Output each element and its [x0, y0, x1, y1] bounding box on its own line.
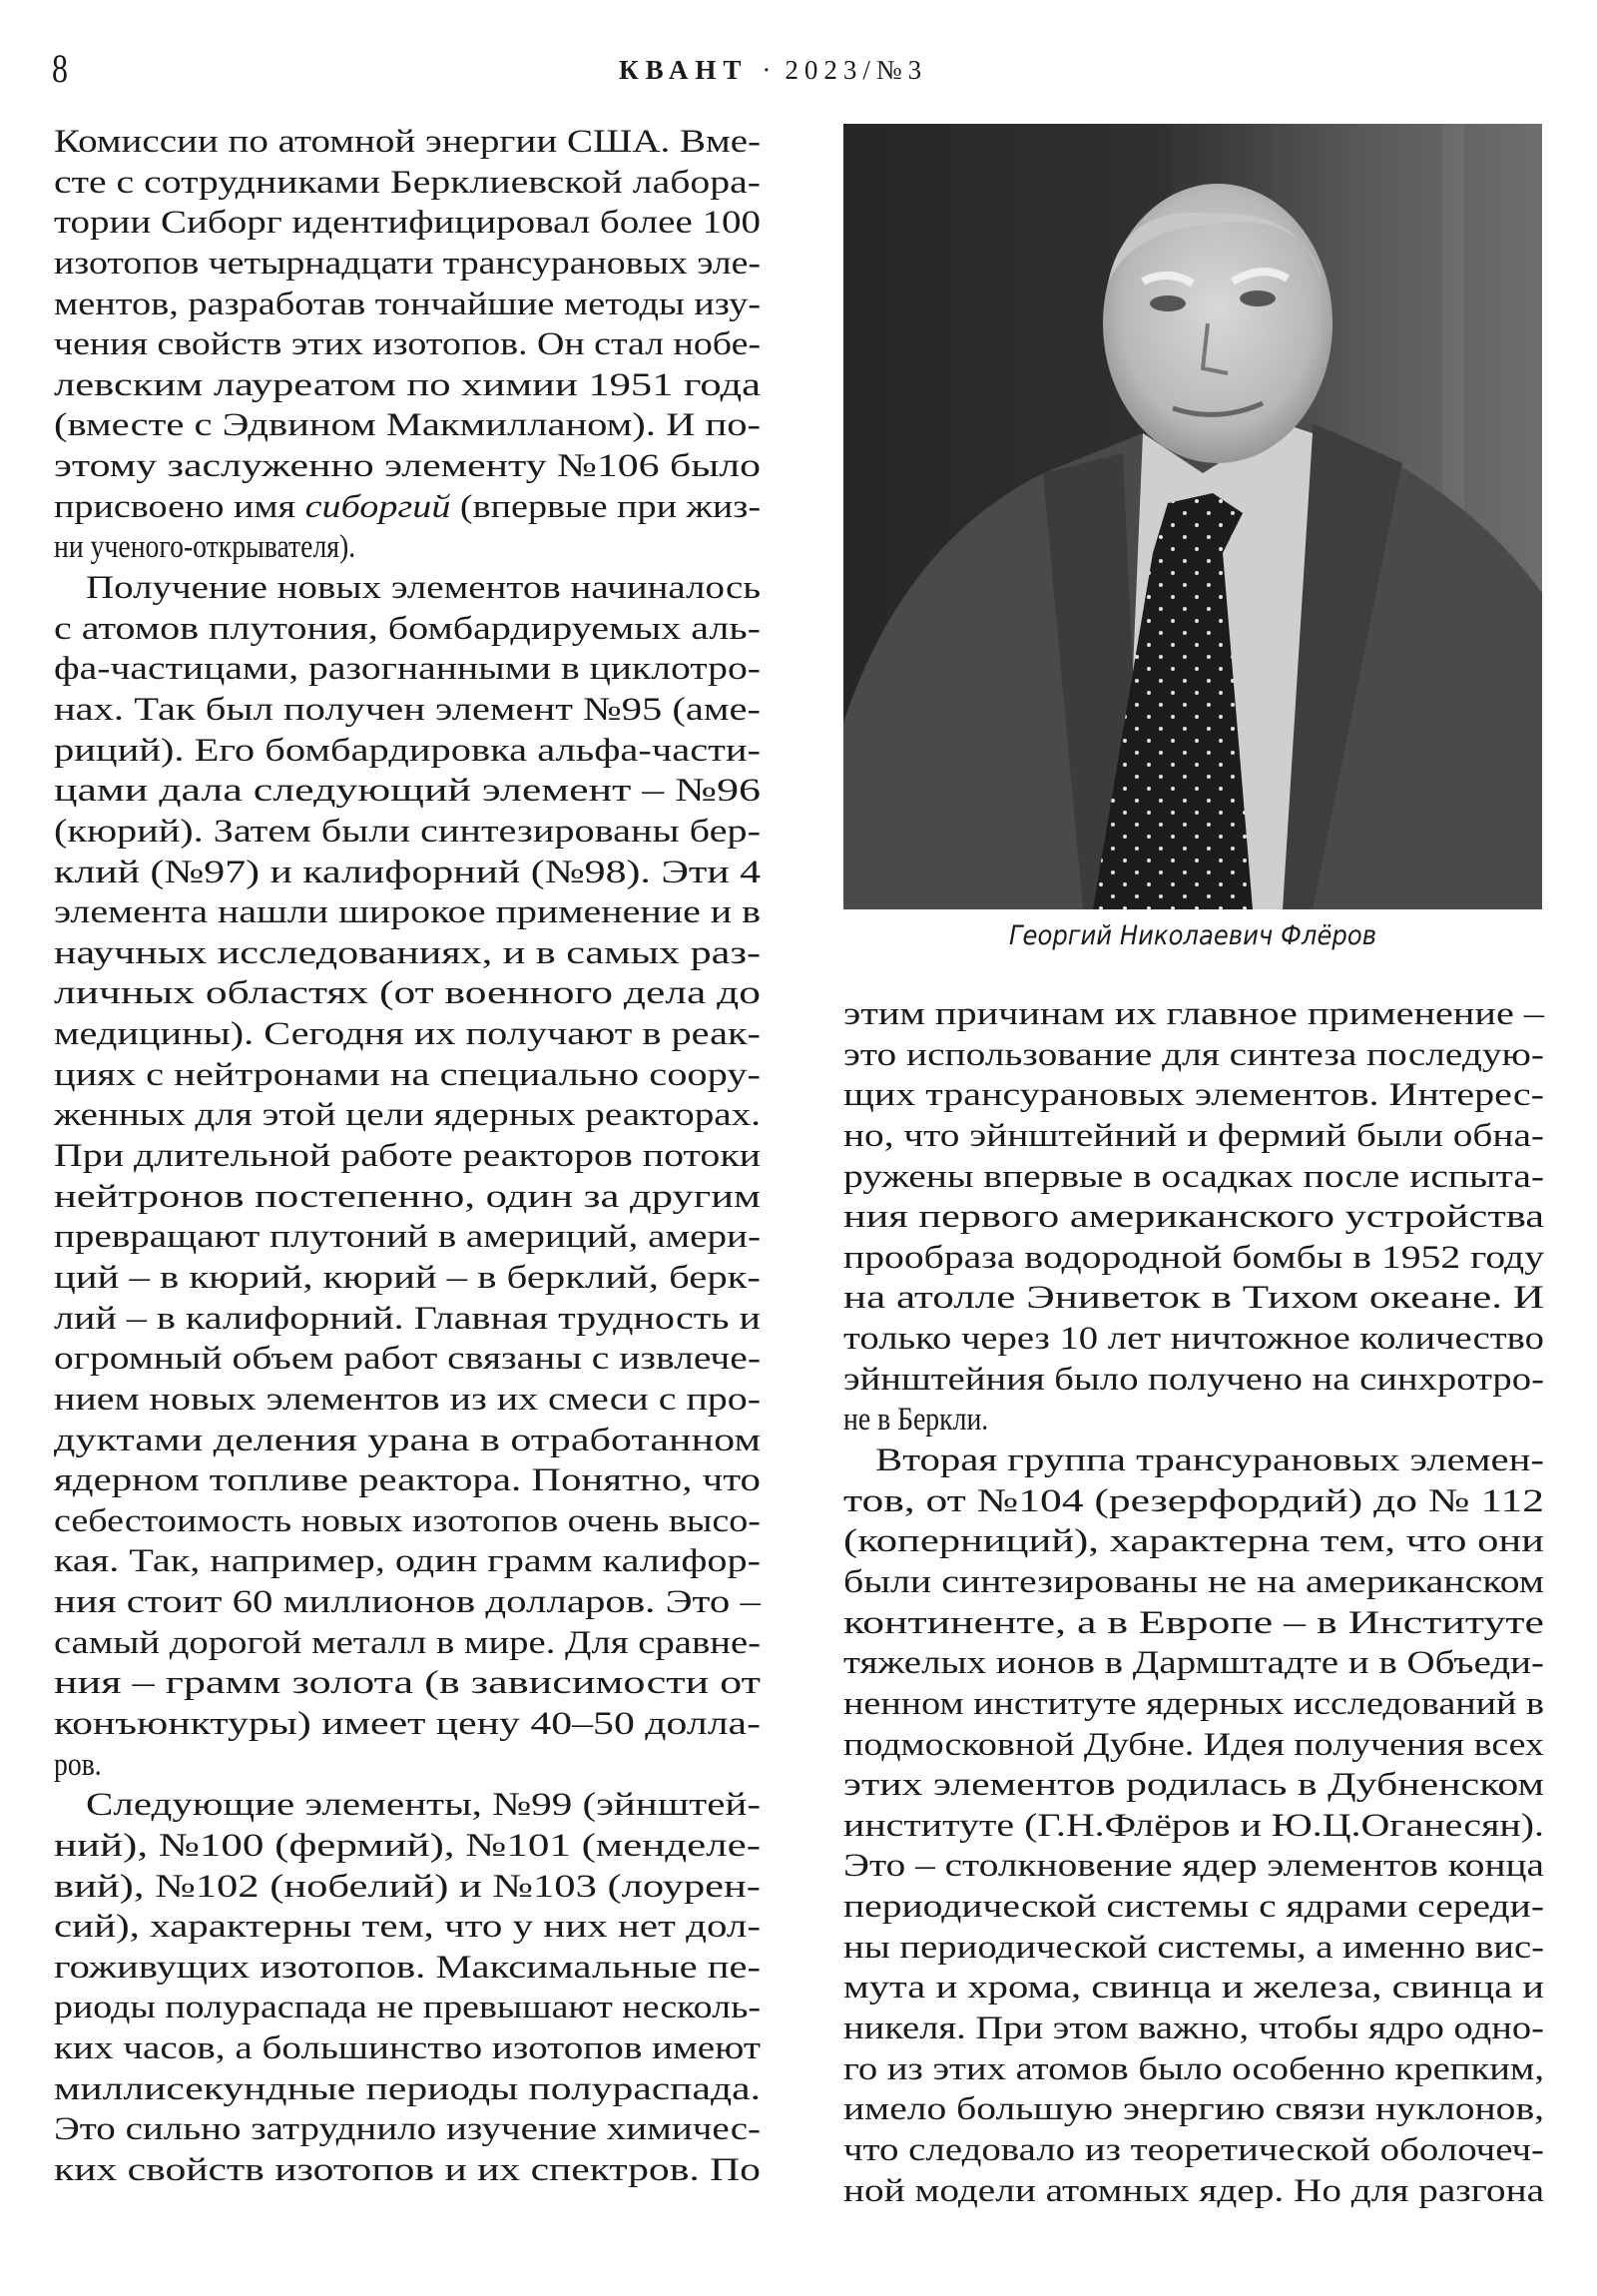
text-line-content — [54, 2028, 761, 2069]
separator-dot: · — [762, 55, 772, 85]
text-run: гоживущих изотопов. Максимальные пе- — [54, 1949, 762, 1986]
text-line — [54, 2069, 761, 2110]
text-line — [843, 1684, 1544, 1725]
text-run: ной модели атомных ядер. Но для разгона — [843, 2172, 1545, 2209]
text-line-content — [843, 1197, 1544, 1238]
text-run: этому заслуженно элементу №106 было — [54, 448, 762, 485]
text-line-content — [54, 1136, 761, 1177]
text-line — [54, 1299, 761, 1340]
text-line — [54, 892, 761, 933]
text-line — [843, 2171, 1544, 2212]
text-line — [54, 933, 761, 974]
text-line — [54, 853, 761, 893]
text-line — [843, 1928, 1544, 1969]
text-line-content — [843, 1643, 1544, 1684]
text-line — [54, 812, 761, 853]
text-line-content — [54, 2109, 761, 2150]
text-run: присвоено имя — [54, 488, 305, 525]
text-run: этим причинам их главное применение – — [843, 996, 1545, 1032]
text-line — [843, 994, 1544, 1035]
text-run: ны периодической системы, а именно вис- — [843, 1929, 1545, 1966]
text-line — [54, 1460, 761, 1501]
text-line — [54, 1421, 761, 1461]
text-line-content — [54, 365, 761, 406]
text-line — [54, 446, 761, 487]
text-line — [54, 1907, 761, 1948]
text-line-content — [843, 1725, 1544, 1766]
text-line-content — [54, 609, 761, 650]
text-run: ния стоит 60 миллионов долларов. Это – — [54, 1584, 761, 1621]
text-run: (кюрий). Затем были синтезированы бер- — [54, 813, 761, 850]
text-line-content — [843, 1400, 988, 1440]
text-line — [54, 1014, 761, 1055]
text-run: подмосковной Дубне. Идея получения всех — [843, 1726, 1545, 1763]
text-line — [54, 1623, 761, 1664]
text-run: прообраза водородной бомбы в 1952 году — [843, 1239, 1545, 1276]
text-run: этих элементов родилась в Дубненском — [843, 1767, 1545, 1804]
text-line-content — [843, 1319, 1544, 1360]
text-line-content — [86, 568, 761, 609]
text-run: щих трансурановых элементов. Интерес- — [843, 1077, 1545, 1114]
text-line — [54, 2150, 761, 2191]
left-column — [54, 122, 761, 2191]
text-line-content — [54, 1217, 761, 1258]
text-run: сий), характерны тем, что у них нет дол- — [54, 1909, 762, 1946]
text-run: ких свойств изотопов и их спектров. По — [54, 2152, 761, 2189]
text-run: изотопов четырнадцати трансурановых эле- — [54, 245, 762, 282]
text-line — [843, 1035, 1544, 1076]
text-line-content — [54, 1339, 761, 1380]
text-run: ких часов, а большинство изотопов имеют — [54, 2030, 762, 2067]
text-line — [843, 1725, 1544, 1766]
text-line — [54, 1380, 761, 1421]
text-line — [54, 1582, 761, 1623]
text-line-content — [843, 2089, 1544, 2130]
text-run: Это сильно затруднило изучение химичес- — [54, 2111, 762, 2148]
text-run: (впервые при жиз- — [450, 488, 762, 525]
text-run: никеля. При этом важно, чтобы ядро одно- — [843, 2010, 1545, 2047]
text-line-content — [54, 1055, 761, 1096]
text-run: самый дорогой металл в мире. Для сравне- — [54, 1624, 762, 1661]
text-line — [54, 285, 761, 325]
text-run: периодической системы с ядрами середи- — [843, 1889, 1545, 1926]
text-line-content — [54, 690, 761, 731]
text-line — [843, 1360, 1544, 1401]
text-line-content — [54, 853, 761, 893]
text-line — [54, 609, 761, 650]
text-line — [54, 1177, 761, 1218]
text-line-content — [843, 1075, 1544, 1116]
text-line-content — [54, 933, 761, 974]
page-number: 8 — [52, 46, 68, 91]
text-line — [843, 1887, 1544, 1928]
text-line-content — [54, 1380, 761, 1421]
text-line-content — [54, 1867, 761, 1908]
text-line — [54, 1095, 761, 1136]
text-line-content — [843, 2130, 1544, 2171]
text-line-content — [54, 973, 761, 1014]
text-line — [54, 1785, 761, 1826]
text-run: ненном институте ядерных исследований в — [843, 1685, 1544, 1722]
text-line-content — [54, 1460, 761, 1501]
text-line-content — [843, 2049, 1544, 2090]
text-run: фа-частицами, разогнанными в циклотро- — [54, 651, 761, 688]
text-line — [843, 2089, 1544, 2130]
text-line-content — [54, 1095, 761, 1136]
text-line — [843, 1603, 1544, 1644]
text-run: личных областях (от военного дела до — [54, 975, 762, 1012]
text-run: вий), №102 (нобелий) и №103 (лоурен- — [54, 1868, 761, 1905]
text-line — [843, 1562, 1544, 1603]
text-run: кая. Так, например, один грамм калифор- — [54, 1543, 762, 1580]
portrait-image — [843, 124, 1542, 909]
photo-caption: Георгий Николаевич Флёров — [1008, 920, 1377, 951]
text-line — [54, 1663, 761, 1704]
text-run: с атомов плутония, бомбардируемых аль- — [54, 610, 762, 647]
text-line — [843, 1238, 1544, 1279]
text-run: себестоимость новых изотопов очень высо- — [54, 1502, 761, 1539]
text-line-content — [54, 1299, 761, 1340]
text-run: конъюнктуры) имеет цену 40–50 долла- — [54, 1705, 762, 1742]
text-run: (коперниций), характерна тем, что они — [843, 1523, 1545, 1560]
text-line — [54, 1136, 761, 1177]
text-line-content — [54, 1014, 761, 1055]
text-run: научных исследованиях, и в самых раз- — [54, 934, 762, 971]
text-line-content — [54, 324, 761, 365]
text-run: цами дала следующий элемент – №96 — [54, 773, 761, 810]
text-line — [54, 1867, 761, 1908]
text-run: ния первого американского устройства — [843, 1199, 1545, 1236]
text-run: это использование для синтеза последую- — [843, 1036, 1544, 1073]
text-line-content — [843, 1562, 1544, 1603]
text-line — [843, 1806, 1544, 1847]
text-line — [54, 568, 761, 609]
text-line-content — [54, 892, 761, 933]
text-line — [54, 2109, 761, 2150]
text-run: превращают плутоний в америций, амери- — [54, 1219, 761, 1256]
text-line-content — [843, 1521, 1544, 1562]
text-line — [843, 2130, 1544, 2171]
text-run: ний), №100 (фермий), №101 (менделе- — [54, 1827, 762, 1864]
text-line-content — [54, 731, 761, 772]
text-run: миллисекундные периоды полураспада. — [54, 2070, 761, 2107]
text-line-content — [86, 1785, 761, 1826]
text-line-content — [843, 994, 1544, 1035]
text-line-content — [54, 203, 761, 244]
text-line-content — [54, 2069, 761, 2110]
text-run: левским лауреатом по химии 1951 года — [54, 366, 762, 403]
text-run: ров. — [54, 1746, 102, 1783]
text-line-content — [843, 2171, 1544, 2212]
journal-title — [619, 50, 927, 90]
text-line — [843, 1846, 1544, 1887]
text-line-content — [843, 1968, 1544, 2009]
text-run: тов, от №104 (резерфордий) до № 112 — [843, 1482, 1545, 1519]
text-line — [843, 1968, 1544, 2009]
text-run: лий – в калифорний. Главная трудность и — [54, 1300, 761, 1337]
text-line-content — [843, 1603, 1544, 1644]
text-run: сте с сотрудниками Берклиевской лабора- — [54, 164, 761, 201]
text-line-content — [54, 1501, 761, 1542]
text-run: риций). Его бомбардировка альфа-части- — [54, 732, 761, 769]
text-line — [54, 487, 761, 528]
text-line-content — [843, 1116, 1544, 1157]
text-run: ций – в кюрий, кюрий – в берклий, берк- — [54, 1259, 761, 1296]
text-line — [54, 1501, 761, 1542]
text-line — [54, 690, 761, 731]
text-line-content — [54, 1704, 761, 1745]
text-line — [54, 163, 761, 204]
text-line — [843, 1278, 1544, 1319]
text-line-content — [843, 1806, 1544, 1847]
text-line-content — [843, 1238, 1544, 1279]
text-line — [54, 405, 761, 446]
text-line — [54, 649, 761, 690]
italic-term: сиборгий — [304, 488, 451, 525]
text-line — [843, 2009, 1544, 2049]
text-line — [843, 1481, 1544, 1522]
text-run: континенте, а в Европе – в Институте — [843, 1604, 1544, 1641]
text-run: элемента нашли широкое применение и в — [54, 894, 761, 931]
text-line-content — [54, 1907, 761, 1948]
text-line — [54, 1704, 761, 1745]
text-run: только через 10 лет ничтожное количество — [843, 1321, 1545, 1358]
text-line — [54, 203, 761, 244]
text-run: риоды полураспада не превышают несколь- — [54, 1990, 761, 2026]
text-line — [843, 1075, 1544, 1116]
text-line-content — [875, 1440, 1544, 1481]
text-line-content — [843, 2009, 1544, 2049]
text-line-content — [54, 1258, 761, 1299]
text-run: ния – грамм золота (в зависимости от — [54, 1665, 761, 1702]
text-line — [843, 1400, 1544, 1440]
text-line-content — [54, 1826, 761, 1867]
text-line — [54, 1948, 761, 1989]
text-run: эйнштейния было получено на синхротро- — [843, 1361, 1544, 1398]
text-line — [843, 1521, 1544, 1562]
text-line-content — [54, 446, 761, 487]
text-line-content — [54, 1948, 761, 1989]
text-run: женных для этой цели ядерных реакторах. — [54, 1097, 761, 1134]
text-line — [843, 1319, 1544, 1360]
text-run: клий (№97) и калифорний (№98). Эти 4 — [54, 854, 762, 890]
text-line — [54, 1258, 761, 1299]
text-line-content — [54, 122, 761, 163]
running-head — [0, 44, 1597, 94]
text-run: Получение новых элементов начиналось — [86, 570, 762, 607]
text-run: тяжелых ионов в Дармштадте и в Объеди- — [843, 1645, 1544, 1682]
text-run: (вместе с Эдвином Макмилланом). И по- — [54, 407, 762, 444]
text-line — [54, 324, 761, 365]
text-run: Вторая группа трансурановых элемен- — [875, 1442, 1544, 1479]
text-line-content — [54, 405, 761, 446]
text-run: не в Беркли. — [843, 1402, 989, 1438]
text-line — [54, 1745, 761, 1786]
journal-name: КВАНТ — [619, 55, 749, 85]
text-line — [54, 527, 761, 568]
right-column — [843, 994, 1544, 2211]
text-run: ментов, разработав тончайшие методы изу- — [54, 286, 762, 322]
text-line-content — [54, 244, 761, 285]
text-run: чения свойств этих изотопов. Он стал нобе- — [54, 326, 762, 363]
text-line-content — [843, 1481, 1544, 1522]
text-run: тории Сиборг идентифицировал более 100 — [54, 205, 761, 242]
text-line-content — [843, 1846, 1544, 1887]
text-line-content — [54, 771, 761, 812]
text-run: нах. Так был получен элемент №95 (аме- — [54, 691, 761, 728]
text-line-content — [54, 649, 761, 690]
text-line — [843, 1765, 1544, 1806]
text-run: мута и хрома, свинца и железа, свинца и — [843, 1970, 1545, 2007]
text-line — [843, 1157, 1544, 1198]
issue-number: 2023/№3 — [785, 55, 928, 85]
text-line — [54, 2028, 761, 2069]
text-line — [843, 2049, 1544, 2090]
text-line — [54, 122, 761, 163]
text-run: нием новых элементов из их смеси с про- — [54, 1381, 762, 1418]
text-line-content — [843, 1360, 1544, 1401]
text-line — [54, 1217, 761, 1258]
text-run: что следовало из теоретической оболочеч- — [843, 2131, 1544, 2168]
text-line — [54, 244, 761, 285]
text-line — [54, 731, 761, 772]
text-line-content — [54, 487, 761, 528]
text-run: го из этих атомов было особенно крепким, — [843, 2050, 1545, 2087]
text-line-content — [54, 527, 355, 568]
text-line-content — [54, 2150, 761, 2191]
text-line-content — [54, 163, 761, 204]
text-run: циях с нейтронами на специально соору- — [54, 1056, 761, 1093]
text-line-content — [843, 1928, 1544, 1969]
text-run: ни ученого-открывателя). — [54, 529, 356, 566]
text-run: были синтезированы не на американском — [843, 1563, 1544, 1600]
text-line — [843, 1116, 1544, 1157]
text-run: нейтронов постепенно, один за другим — [54, 1178, 762, 1215]
text-run: медицины). Сегодня их получают в реак- — [54, 1016, 761, 1053]
text-run: Комиссии по атомной энергии США. Вме- — [54, 124, 762, 160]
text-line — [54, 1541, 761, 1582]
text-line — [843, 1440, 1544, 1481]
text-line-content — [843, 1278, 1544, 1319]
text-run: ружены впервые в осадках после испыта- — [843, 1158, 1545, 1195]
text-run: институте (Г.Н.Флёров и Ю.Ц.Оганесян). — [843, 1807, 1545, 1844]
text-line — [54, 1055, 761, 1096]
text-line — [54, 973, 761, 1014]
text-run: При длительной работе реакторов потоки — [54, 1138, 762, 1175]
text-line-content — [843, 1684, 1544, 1725]
portrait-photo — [843, 124, 1542, 909]
text-run: Следующие элементы, №99 (эйнштей- — [86, 1787, 762, 1824]
text-line — [54, 1826, 761, 1867]
text-run: огромный объем работ связаны с извлече- — [54, 1341, 761, 1378]
text-run: но, что эйнштейний и фермий были обна- — [843, 1117, 1544, 1154]
text-line-content — [843, 1157, 1544, 1198]
text-line — [54, 1988, 761, 2028]
text-line — [843, 1643, 1544, 1684]
text-line-content — [54, 1623, 761, 1664]
text-line-content — [843, 1765, 1544, 1806]
text-line-content — [54, 1421, 761, 1461]
text-line — [54, 365, 761, 406]
text-line-content — [843, 1035, 1544, 1076]
text-line — [54, 1339, 761, 1380]
text-line-content — [54, 1745, 102, 1786]
text-line-content — [54, 1663, 761, 1704]
text-line-content — [54, 812, 761, 853]
text-line-content — [54, 1582, 761, 1623]
text-line-content — [843, 1887, 1544, 1928]
text-line-content — [54, 1177, 761, 1218]
text-line-content — [54, 285, 761, 325]
text-run: дуктами деления урана в отработанном — [54, 1422, 761, 1458]
text-run: ядерном топливе реактора. Понятно, что — [54, 1462, 761, 1499]
text-line — [54, 771, 761, 812]
text-line — [843, 1197, 1544, 1238]
text-run: имело большую энергию связи нуклонов, — [843, 2091, 1545, 2128]
text-line-content — [54, 1988, 761, 2028]
text-line-content — [54, 1541, 761, 1582]
text-run: Это – столкновение ядер элементов конца — [843, 1848, 1544, 1885]
text-run: на атолле Эниветок в Тихом океане. И — [843, 1280, 1544, 1317]
